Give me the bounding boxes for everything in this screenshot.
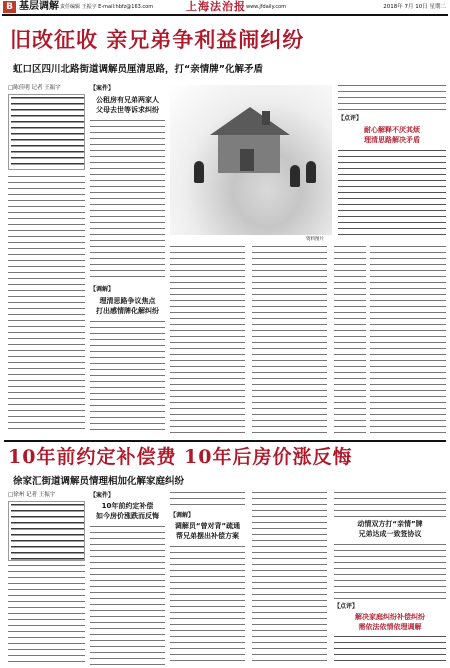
story1-case-head2: 父母去世等诉求纠纷 (90, 106, 165, 115)
story2-headline: 10年前约定补偿费 10年后房价涨反悔 (8, 446, 353, 468)
story2-column-1 (8, 565, 85, 665)
story2-comment-body (334, 636, 446, 666)
story1-column-5 (338, 85, 446, 113)
story2-comment-head2: 需依法依情依理调解 (334, 623, 446, 632)
story2-tag-comment: 【点评】 (334, 603, 359, 610)
story2-tag-case: 【案件】 (90, 492, 115, 499)
story1-case-head1: 公租房有兄弟两家人 (90, 96, 165, 105)
page-badge: B (3, 1, 16, 13)
story1-column-2b (90, 321, 165, 434)
story2-column-3 (170, 546, 245, 666)
story1-lead (8, 94, 85, 170)
story1-tag-mediation: 【调解】 (90, 286, 115, 293)
story2-mediation-head4: 兄弟达成一致签协议 (334, 530, 446, 539)
story1-comment-head2: 理清思路解决矛盾 (338, 136, 446, 145)
story1-headline: 旧改征收 亲兄弟争利益闹纠纷 (10, 27, 305, 52)
story1-column-3 (170, 246, 245, 434)
story1-column-2a (90, 120, 165, 280)
story-divider (4, 440, 446, 442)
story1-column-5a (334, 246, 366, 434)
story2-case-head2: 如今房价涨跌而反悔 (90, 512, 165, 521)
story1-tag-case: 【案件】 (90, 85, 115, 92)
story2-mediation-head3: 动情双方打“亲情”牌 (334, 520, 446, 529)
story2-lead (8, 501, 85, 561)
masthead (0, 0, 450, 14)
photo-caption: 资料图片 (306, 237, 324, 242)
editor-info: 责任编辑 王振宇 E-mail:hbfz@163.com (60, 4, 154, 10)
story2-byline: □徐州 记者 王振宇 (8, 492, 56, 498)
story2-column-5a (334, 492, 446, 518)
story2-comment-head1: 解决家庭纠纷补偿纠纷 (334, 613, 446, 622)
newspaper-logo: 上海法治报 (186, 0, 246, 13)
issue-date: 2018年 7月 10日 星期二 (383, 4, 446, 10)
story1-subheadline: 虹口区四川北路街道调解员厘清思路，打“亲情牌”化解矛盾 (13, 64, 263, 75)
section-title: 基层调解 (19, 1, 59, 12)
story2-column-2 (90, 526, 165, 666)
story1-photo (170, 85, 332, 235)
story2-mediation-head2: 帮兄弟摆出补偿方案 (170, 532, 245, 541)
story2-column-3a (170, 492, 245, 510)
story2-case-head1: 10年前约定补偿 (90, 502, 165, 511)
story2-mediation-head1: 调解员“曾对背”疏通 (170, 522, 245, 531)
story1-column-6 (370, 246, 446, 434)
story1-comment-head1: 耐心解释不厌其烦 (338, 126, 446, 135)
story2-column-5b (334, 544, 446, 600)
story1-tag-comment: 【点评】 (338, 115, 363, 122)
masthead-rule (2, 14, 448, 16)
story1-column-1 (8, 176, 85, 434)
story2-subheadline: 徐家汇街道调解员情理相加化解家庭纠纷 (13, 476, 185, 487)
story1-column-4 (252, 246, 327, 434)
story1-byline: □陈佳明 记者 王振宇 (8, 85, 61, 91)
story1-mediation-head2: 打出感情牌化解纠纷 (90, 307, 165, 316)
story2-column-4 (252, 492, 327, 666)
story1-comment-body (338, 150, 446, 240)
website-url: www.jfdaily.com (246, 4, 287, 10)
story2-tag-mediation: 【调解】 (170, 512, 195, 519)
story1-mediation-head1: 理清思路争议焦点 (90, 297, 165, 306)
